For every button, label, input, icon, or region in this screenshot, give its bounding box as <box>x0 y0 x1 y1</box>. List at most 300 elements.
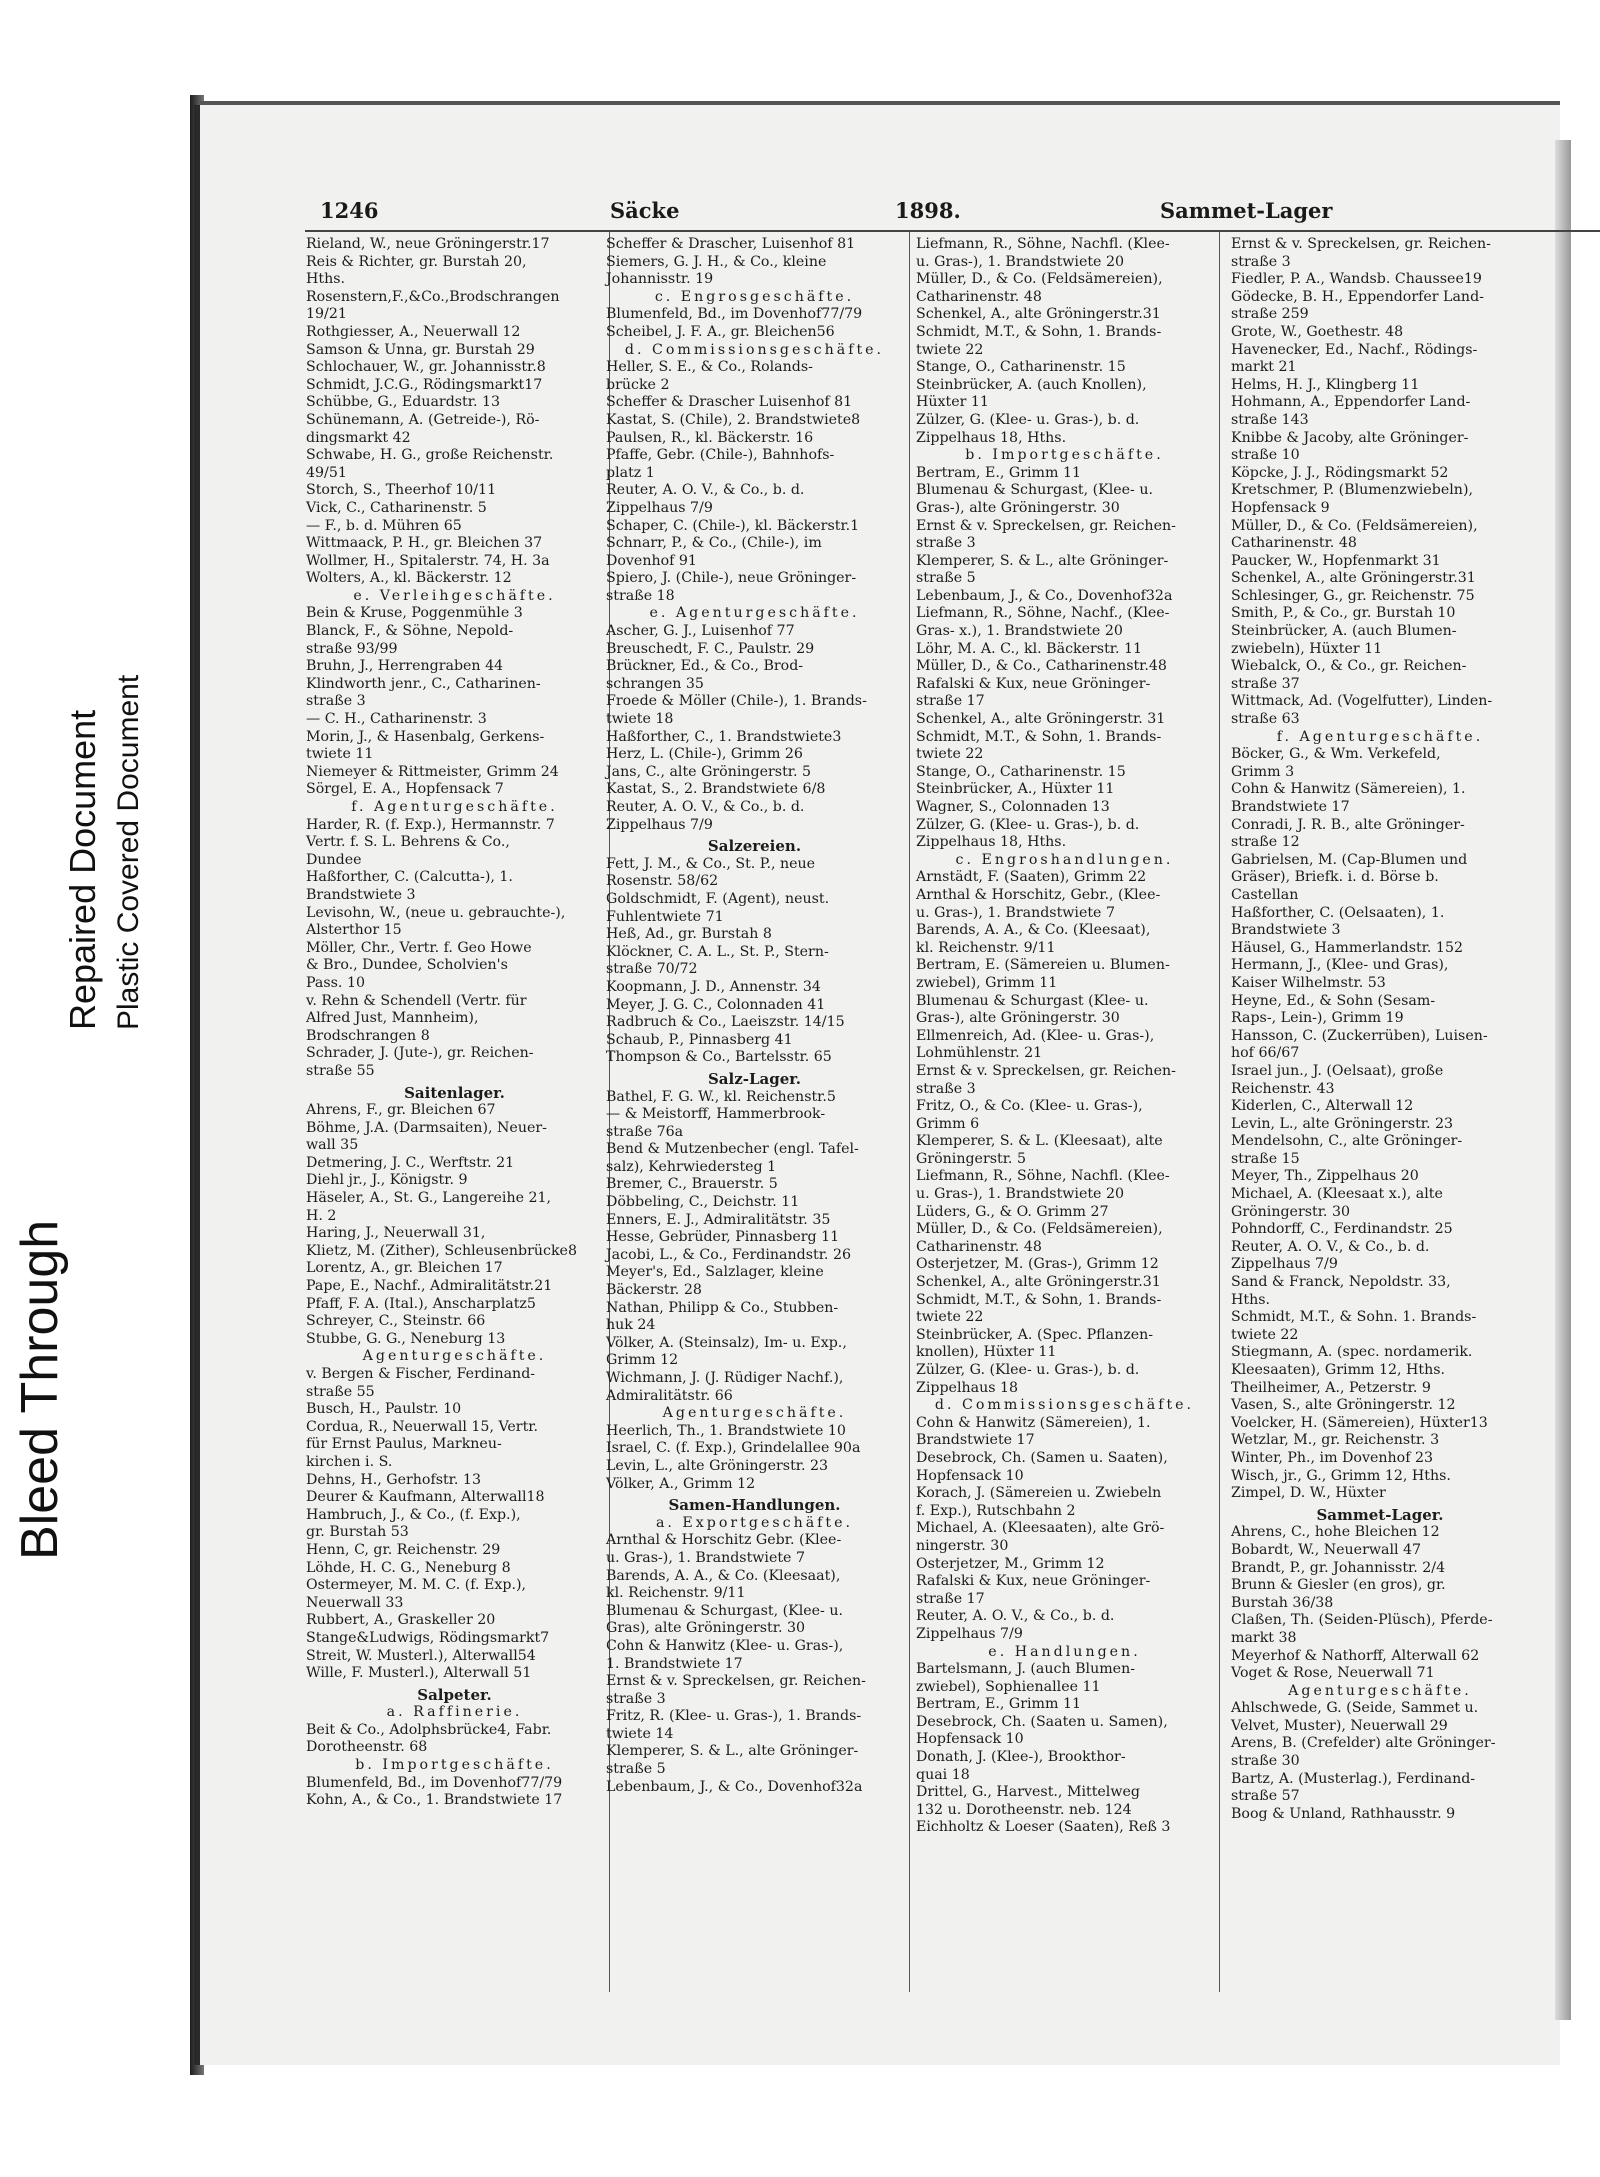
directory-entry-line: Zippelhaus 7/9 <box>916 1625 1023 1642</box>
directory-entry-line: platz 1 <box>606 464 655 481</box>
directory-entry-line: Radbruch & Co., Laeiszstr. 14/15 <box>606 1014 845 1031</box>
subsection-heading: d. Commissionsgeschäfte. <box>934 1397 1195 1414</box>
directory-entry-line: straße 70/72 <box>606 961 698 978</box>
directory-entry-line: Morin, J., & Hasenbalg, Gerkens- <box>306 728 545 745</box>
directory-entry-line: Siemers, G. J. H., & Co., kleine <box>606 253 827 270</box>
section-heading: Salzereien. <box>707 837 802 856</box>
directory-entry-line: straße 30 <box>1231 1753 1300 1770</box>
directory-entry-line: Klemperer, S. & L., alte Gröninger- <box>606 1743 859 1760</box>
directory-entry-line: straße 3 <box>606 1690 666 1707</box>
directory-entry-line: Bertram, E., Grimm 11 <box>916 464 1082 481</box>
directory-entry-line: Schmidt, M.T., & Sohn. 1. Brands- <box>1231 1309 1477 1326</box>
directory-entry-line: Pfaff, F. A. (Ital.), Anscharplatz5 <box>306 1295 536 1312</box>
directory-entry-line: Dovenhof 91 <box>606 552 697 569</box>
subsection-heading: c. Engrosgeschäfte. <box>654 288 855 305</box>
directory-entry-line: gr. Burstah 53 <box>306 1524 409 1541</box>
subsection-heading: b. Importgeschäfte. <box>355 1757 554 1774</box>
directory-entry-line: Bartz, A. (Musterlag.), Ferdinand- <box>1231 1770 1476 1787</box>
directory-entry-line: Donath, J. (Klee-), Brookthor- <box>916 1749 1126 1766</box>
subsection-heading: c. Engroshandlungen. <box>955 851 1174 868</box>
directory-entry-line: v. Bergen & Fischer, Ferdinand- <box>306 1366 536 1382</box>
directory-entry-line: Desebrock, Ch. (Samen u. Saaten), <box>916 1449 1168 1466</box>
directory-entry-line: Samson & Unna, gr. Burstah 29 <box>306 341 535 358</box>
directory-entry-line: knollen), Hüxter 11 <box>916 1344 1057 1361</box>
subsection-heading: a. Exportgeschäfte. <box>655 1514 854 1531</box>
directory-entry-line: Dorotheenstr. 68 <box>306 1739 428 1756</box>
directory-entry-line: Böhme, J.A. (Darmsaiten), Neuer- <box>306 1119 547 1136</box>
directory-entry-line: Meyerhof & Nathorff, Alterwall 62 <box>1231 1647 1480 1664</box>
directory-entry-line: Bertram, E. (Sämereien u. Blumen- <box>916 957 1170 974</box>
directory-entry-line: Pape, E., Nachf., Admiralitätstr.21 <box>306 1278 553 1295</box>
directory-entry-line: Zippelhaus 7/9 <box>606 816 713 833</box>
directory-entry-line: Schnarr, P., & Co., (Chile-), im <box>606 535 822 552</box>
directory-entry-line: Catharinenstr. 48 <box>916 288 1042 305</box>
directory-entry-line: Reis & Richter, gr. Burstah 20, <box>306 253 527 270</box>
directory-entry-line: Völker, A. (Steinsalz), Im- u. Exp., <box>606 1334 847 1351</box>
directory-entry-line: Velvet, Muster), Neuerwall 29 <box>1231 1717 1448 1734</box>
directory-entry-line: Gras-), alte Gröningerstr. 30 <box>916 499 1120 516</box>
directory-entry-line: zwiebeln), Hüxter 11 <box>1231 640 1383 657</box>
column-2 <box>600 232 910 1992</box>
directory-entry-line: Stange, O., Catharinenstr. 15 <box>916 763 1126 780</box>
directory-entry-line: Schenkel, A., alte Gröningerstr.31 <box>1231 570 1476 587</box>
directory-entry-line: Jans, C., alte Gröningerstr. 5 <box>606 763 812 780</box>
directory-entry-line: Kohn, A., & Co., 1. Brandstwiete 17 <box>306 1792 563 1809</box>
directory-entry-line: Havenecker, Ed., Nachf., Rödings- <box>1231 341 1478 358</box>
directory-entry-line: Ahrens, C., hohe Bleichen 12 <box>1231 1524 1440 1541</box>
directory-entry-line: Desebrock, Ch. (Saaten u. Samen), <box>916 1713 1168 1730</box>
directory-entry-line: Gräser), Briefk. i. d. Börse b. <box>1231 869 1439 886</box>
directory-entry-line: Ellmenreich, Ad. (Klee- u. Gras-), <box>916 1027 1155 1044</box>
directory-entry-line: Gröningerstr. 30 <box>1231 1203 1351 1220</box>
header-left-title: Säcke <box>610 198 680 223</box>
directory-entry-line: Wichmann, J. (J. Rüdiger Nachf.), <box>606 1370 844 1386</box>
directory-entry-line: Wolters, A., kl. Bäckerstr. 12 <box>306 570 512 587</box>
section-heading: Samen-Handlungen. <box>668 1496 841 1515</box>
directory-entry-line: twiete 22 <box>1231 1326 1299 1343</box>
directory-entry-line: brücke 2 <box>606 376 670 393</box>
directory-entry-line: Barends, A. A., & Co. (Kleesaat), <box>606 1567 841 1584</box>
directory-entry-line: Lohmühlenstr. 21 <box>916 1045 1043 1062</box>
directory-entry-line: Wittmack, Ad. (Vogelfutter), Linden- <box>1231 693 1493 710</box>
directory-entry-line: Döbbeling, C., Deichstr. 11 <box>606 1194 800 1211</box>
directory-entry-line: straße 17 <box>916 1590 985 1607</box>
directory-entry-line: Schlesinger, G., gr. Reichenstr. 75 <box>1231 587 1475 604</box>
subsection-heading: d. Commissionsgeschäfte. <box>624 341 885 358</box>
directory-entry-line: Dundee <box>306 851 362 868</box>
directory-entry-line: Klöckner, C. A. L., St. P., Stern- <box>606 943 829 960</box>
directory-entry-line: Zippelhaus 18, Hths. <box>916 834 1067 851</box>
column-3 <box>910 232 1220 1992</box>
directory-entry-line: Knibbe & Jacoby, alte Gröninger- <box>1231 429 1469 446</box>
directory-entry-line: 132 u. Dorotheenstr. neb. 124 <box>916 1801 1132 1818</box>
directory-entry-line: Reuter, A. O. V., & Co., b. d. <box>606 482 805 499</box>
directory-entry-line: Rosenstr. 58/62 <box>606 873 719 890</box>
directory-entry-line: Hüxter 11 <box>916 394 989 411</box>
directory-entry-line: Schrader, J. (Jute-), gr. Reichen- <box>306 1045 534 1062</box>
directory-entry-line: Goldschmidt, F. (Agent), neust. <box>606 890 830 907</box>
directory-entry-line: Schaub, P., Pinnasberg 41 <box>606 1031 793 1048</box>
header-year: 1898. <box>895 198 961 223</box>
directory-entry-line: Ernst & v. Spreckelsen, gr. Reichen- <box>916 517 1176 534</box>
directory-entry-line: Busch, H., Paulstr. 10 <box>306 1401 462 1418</box>
section-heading: Saitenlager. <box>404 1083 505 1102</box>
directory-entry-line: Schwabe, H. G., große Reichenstr. <box>306 447 554 464</box>
directory-entry-line: Osterjetzer, M., Grimm 12 <box>916 1555 1105 1572</box>
directory-entry-line: Lüders, G., & O. Grimm 27 <box>916 1203 1109 1220</box>
directory-entry-line: twiete 22 <box>916 341 984 358</box>
directory-entry-line: Meyer, J. G. C., Colonnaden 41 <box>606 996 826 1013</box>
directory-entry-line: Müller, D., & Co. (Feldsämereien), <box>916 1221 1163 1238</box>
directory-entry-line: Wiebalck, O., & Co., gr. Reichen- <box>1231 658 1467 675</box>
directory-entry-line: Cohn & Hanwitz (Sämereien), 1. <box>916 1414 1151 1431</box>
directory-entry-line: Diehl jr., J., Königstr. 9 <box>306 1172 468 1189</box>
directory-entry-line: Theilheimer, A., Petzerstr. 9 <box>1231 1379 1431 1396</box>
directory-entry-line: für Ernst Paulus, Markneu- <box>306 1436 502 1453</box>
directory-entry-line: Scheffer & Drascher, Luisenhof 81 <box>606 236 856 252</box>
directory-entry-line: Steinbrücker, A., Hüxter 11 <box>916 781 1115 798</box>
directory-entry-line: Schmidt, J.C.G., Rödingsmarkt17 <box>306 376 543 393</box>
directory-entry-line: Bäckerstr. 28 <box>606 1282 702 1299</box>
directory-entry-line: Grimm 6 <box>916 1115 980 1132</box>
directory-entry-line: Johannisstr. 19 <box>606 271 714 288</box>
section-heading: Salpeter. <box>417 1685 492 1704</box>
directory-entry-line: Koopmann, J. D., Annenstr. 34 <box>606 978 821 995</box>
directory-entry-line: Stiegmann, A. (spec. nordamerik. <box>1231 1344 1473 1361</box>
directory-entry-line: f. Exp.), Rutschbahn 2 <box>916 1502 1076 1519</box>
directory-entry-line: Enners, E. J., Admiralitätstr. 35 <box>606 1211 831 1228</box>
directory-entry-line: Zippelhaus 18 <box>916 1379 1019 1396</box>
directory-entry-line: Storch, S., Theerhof 10/11 <box>306 482 497 499</box>
directory-entry-line: Spiero, J. (Chile-), neue Gröninger- <box>606 570 857 587</box>
directory-entry-line: Voget & Rose, Neuerwall 71 <box>1231 1665 1435 1682</box>
directory-entry-line: Streit, W. Musterl.), Alterwall54 <box>306 1647 536 1664</box>
directory-entry-line: Conradi, J. R. B., alte Gröninger- <box>1231 816 1465 833</box>
directory-entry-line: Möller, Chr., Vertr. f. Geo Howe <box>306 939 532 956</box>
directory-entry-line: Levisohn, W., (neue u. gebrauchte-), <box>306 904 566 921</box>
directory-entry-line: straße 3 <box>916 1080 976 1097</box>
page-number: 1246 <box>320 198 379 223</box>
directory-entry-line: Bremer, C., Brauerstr. 5 <box>606 1176 778 1193</box>
directory-entry-line: Müller, D., & Co. (Feldsämereien), <box>1231 517 1478 534</box>
directory-entry-line: Müller, D., & Co., Catharinenstr.48 <box>916 658 1167 675</box>
directory-entry-line: Deurer & Kaufmann, Alterwall18 <box>306 1489 545 1506</box>
directory-entry-line: Bend & Mutzenbecher (engl. Tafel- <box>606 1141 859 1158</box>
directory-entry-line: Hopfensack 10 <box>916 1731 1024 1748</box>
directory-entry-line: Arnthal & Horschitz Gebr. (Klee- <box>606 1532 842 1549</box>
directory-entry-line: Arens, B. (Crefelder) alte Gröninger- <box>1231 1735 1496 1752</box>
directory-entry-line: — & Meistorff, Hammerbrook- <box>606 1106 826 1123</box>
directory-entry-line: markt 21 <box>1231 359 1297 376</box>
directory-entry-line: Kastat, S., 2. Brandstwiete 6/8 <box>606 781 826 798</box>
directory-entry-line: straße 12 <box>1231 834 1300 851</box>
directory-entry-line: Fritz, O., & Co. (Klee- u. Gras-), <box>916 1098 1143 1115</box>
directory-entry-line: Steinbrücker, A. (auch Blumen- <box>1231 623 1457 640</box>
directory-entry-line: wall 35 <box>306 1137 359 1154</box>
directory-entry-line: Brückner, Ed., & Co., Brod- <box>606 658 804 675</box>
directory-entry-line: Köpcke, J. J., Rödingsmarkt 52 <box>1231 464 1449 481</box>
directory-entry-line: Hohmann, A., Eppendorfer Land- <box>1231 394 1471 411</box>
directory-entry-line: Sörgel, E. A., Hopfensack 7 <box>306 781 504 798</box>
directory-entry-line: Kastat, S. (Chile), 2. Brandstwiete8 <box>606 411 861 428</box>
directory-entry-line: Reichenstr. 43 <box>1231 1080 1335 1097</box>
directory-entry-line: 49/51 <box>306 464 347 481</box>
directory-entry-line: u. Gras-), 1. Brandstwiete 7 <box>916 904 1115 921</box>
page-header <box>320 198 1345 232</box>
directory-entry-line: Blumenfeld, Bd., im Dovenhof77/79 <box>606 306 863 323</box>
directory-entry-line: u. Gras-), 1. Brandstwiete 7 <box>606 1549 805 1566</box>
directory-entry-line: Völker, A., Grimm 12 <box>606 1475 756 1492</box>
directory-entry-line: Schenkel, A., alte Gröningerstr. 31 <box>916 711 1166 728</box>
directory-entry-line: Boog & Unland, Rathhausstr. 9 <box>1231 1805 1456 1822</box>
directory-entry-line: Schünemann, A. (Getreide-), Rö- <box>306 411 540 428</box>
directory-entry-line: Zülzer, G. (Klee- u. Gras-), b. d. <box>916 816 1140 833</box>
directory-entry-line: Häseler, A., St. G., Langereihe 21, <box>306 1190 552 1207</box>
directory-entry-line: Pass. 10 <box>306 974 366 991</box>
directory-entry-line: Wisch, jr., G., Grimm 12, Hths. <box>1231 1467 1451 1484</box>
directory-entry-line: straße 3 <box>1231 253 1291 270</box>
directory-entry-line: straße 55 <box>306 1383 375 1400</box>
directory-entry-line: Liefmann, R., Söhne, Nachf., (Klee- <box>916 605 1170 622</box>
directory-entry-line: Wagner, S., Colonnaden 13 <box>916 799 1110 815</box>
column-1 <box>300 232 610 1992</box>
directory-entry-line: Beit & Co., Adolphsbrücke4, Fabr. <box>306 1721 552 1738</box>
directory-entry-line: Paulsen, R., kl. Bäckerstr. 16 <box>606 429 814 446</box>
directory-entry-line: schrangen 35 <box>606 675 704 692</box>
directory-entry-line: Catharinenstr. 48 <box>1231 535 1357 552</box>
directory-entry-line: salz), Kehrwiedersteg 1 <box>606 1158 777 1175</box>
directory-entry-line: straße 63 <box>1231 711 1300 728</box>
subsection-heading: Agenturgeschäfte. <box>1288 1682 1472 1699</box>
directory-entry-line: Rieland, W., neue Gröningerstr.17 <box>306 236 550 252</box>
directory-entry-line: Hambruch, J., & Co., (f. Exp.), <box>306 1506 521 1523</box>
directory-entry-line: Löhr, M. A. C., kl. Bäckerstr. 11 <box>916 640 1143 657</box>
directory-entry-line: Klindworth jenr., C., Catharinen- <box>306 675 541 692</box>
directory-entry-line: Sand & Franck, Nepoldstr. 33, <box>1231 1274 1451 1291</box>
directory-entry-line: Liefmann, R., Söhne, Nachfl. (Klee- <box>916 1168 1170 1185</box>
directory-entry-line: Niemeyer & Rittmeister, Grimm 24 <box>306 763 559 780</box>
directory-entry-line: Pfaffe, Gebr. (Chile-), Bahnhofs- <box>606 447 835 464</box>
directory-entry-line: Hopfensack 9 <box>1231 499 1330 516</box>
directory-entry-line: Haring, J., Neuerwall 31, <box>306 1225 486 1242</box>
directory-entry-line: Vick, C., Catharinenstr. 5 <box>306 499 487 516</box>
directory-entry-line: Ahlschwede, G. (Seide, Sammet u. <box>1231 1700 1479 1717</box>
directory-entry-line: Ernst & v. Spreckelsen, gr. Reichen- <box>606 1673 866 1690</box>
directory-entry-line: hof 66/67 <box>1231 1045 1300 1062</box>
directory-entry-line: Ascher, G. J., Luisenhof 77 <box>606 623 795 640</box>
page-right-edge <box>1555 140 1571 2020</box>
directory-entry-line: Pohndorff, C., Ferdinandstr. 25 <box>1231 1221 1453 1238</box>
directory-entry-line: Reuter, A. O. V., & Co., b. d. <box>606 799 805 815</box>
directory-entry-line: Schlochauer, W., gr. Johannisstr.8 <box>306 359 546 376</box>
directory-entry-line: Fiedler, P. A., Wandsb. Chaussee19 <box>1231 271 1482 288</box>
directory-entry-line: Schmidt, M.T., & Sohn, 1. Brands- <box>916 323 1162 340</box>
directory-entry-line: Kaiser Wilhelmstr. 53 <box>1231 974 1386 991</box>
directory-entry-line: Gabrielsen, M. (Cap-Blumen und <box>1231 851 1468 868</box>
directory-entry-line: Blumenau & Schurgast, (Klee- u. <box>916 482 1154 499</box>
directory-entry-line: Alfred Just, Mannheim), <box>306 1010 479 1027</box>
subsection-heading: a. Raffinerie. <box>386 1704 523 1721</box>
directory-entry-line: Gödecke, B. H., Eppendorfer Land- <box>1231 288 1484 305</box>
directory-entry-line: Raps-, Lein-), Grimm 19 <box>1231 1010 1404 1027</box>
directory-entry-line: Harder, R. (f. Exp.), Hermannstr. 7 <box>306 816 555 833</box>
directory-entry-line: Kleesaaten), Grimm 12, Hths. <box>1231 1362 1446 1378</box>
directory-entry-line: Rothgiesser, A., Neuerwall 12 <box>306 323 521 340</box>
directory-entry-line: Haßforther, C. (Oelsaaten), 1. <box>1231 904 1445 921</box>
directory-entry-line: — F., b. d. Mühren 65 <box>306 517 462 534</box>
directory-entry-line: Löhde, H. C. G., Neneburg 8 <box>306 1559 511 1576</box>
directory-entry-line: Cohn & Hanwitz (Klee- u. Gras-), <box>606 1637 844 1654</box>
subsection-heading: Agenturgeschäfte. <box>362 1348 547 1365</box>
subsection-heading: f. Agenturgeschäfte. <box>1276 728 1484 745</box>
directory-entry-line: Schübbe, G., Eduardstr. 13 <box>306 394 501 411</box>
directory-entry-line: Froede & Möller (Chile-), 1. Brands- <box>606 693 867 710</box>
directory-entry-line: Zippelhaus 7/9 <box>1231 1256 1338 1273</box>
directory-entry-line: kirchen i. S. <box>306 1453 393 1470</box>
directory-entry-line: u. Gras-), 1. Brandstwiete 20 <box>916 1186 1125 1203</box>
directory-entry-line: Michael, A. (Kleesaat x.), alte <box>1231 1186 1443 1203</box>
directory-entry-line: straße 5 <box>916 570 976 587</box>
directory-entry-line: markt 38 <box>1231 1629 1297 1646</box>
directory-entry-line: straße 93/99 <box>306 640 398 657</box>
directory-entry-line: Böcker, G., & Wm. Verkefeld, <box>1231 746 1441 763</box>
directory-entry-line: Claßen, Th. (Seiden-Plüsch), Pferde- <box>1231 1612 1493 1629</box>
directory-entry-line: Bruhn, J., Herrengraben 44 <box>306 658 504 675</box>
directory-entry-line: Cohn & Hanwitz (Sämereien), 1. <box>1231 781 1466 798</box>
directory-entry-line: Brandstwiete 3 <box>306 886 416 903</box>
subsection-heading: Agenturgeschäfte. <box>662 1405 847 1422</box>
directory-entry-line: Klietz, M. (Zither), Schleusenbrücke8 <box>306 1242 577 1259</box>
directory-entry-line: Dehns, H., Gerhofstr. 13 <box>306 1471 481 1488</box>
directory-entry-line: twiete 14 <box>606 1725 674 1742</box>
directory-entry-line: Ernst & v. Spreckelsen, gr. Reichen- <box>1231 236 1491 252</box>
directory-entry-line: Grimm 12 <box>606 1352 679 1369</box>
directory-entry-line: kl. Reichenstr. 9/11 <box>606 1585 746 1602</box>
directory-entry-line: Mendelsohn, C., alte Gröninger- <box>1231 1133 1463 1150</box>
directory-entry-line: Rafalski & Kux, neue Gröninger- <box>916 675 1151 692</box>
directory-entry-line: Blanck, F., & Söhne, Nepold- <box>306 623 514 640</box>
subsection-heading: e. Agenturgeschäfte. <box>649 605 860 622</box>
directory-entry-line: Gras-), alte Gröningerstr. 30 <box>916 1010 1120 1027</box>
directory-entry-line: Ernst & v. Spreckelsen, gr. Reichen- <box>916 1062 1176 1079</box>
directory-entry-line: Korach, J. (Sämereien u. Zwiebeln <box>916 1485 1162 1502</box>
directory-entry-line: Zülzer, G. (Klee- u. Gras-), b. d. <box>916 1362 1140 1378</box>
directory-entry-line: Lebenbaum, J., & Co., Dovenhof32a <box>916 587 1173 604</box>
directory-entry-line: Rafalski & Kux, neue Gröninger- <box>916 1573 1151 1590</box>
directory-entry-line: straße 55 <box>306 1062 375 1079</box>
directory-entry-line: Wollmer, H., Spitalerstr. 74, H. 3a <box>306 552 550 569</box>
directory-entry-line: straße 18 <box>606 587 675 604</box>
directory-entry-line: Smith, P., & Co., gr. Burstah 10 <box>1231 605 1456 622</box>
directory-entry-line: Bein & Kruse, Poggenmühle 3 <box>306 605 523 622</box>
directory-entry-line: Lorentz, A., gr. Bleichen 17 <box>306 1260 503 1277</box>
subsection-heading: b. Importgeschäfte. <box>965 447 1164 464</box>
directory-entry-line: twiete 11 <box>306 746 374 763</box>
directory-entry-line: Stange&Ludwigs, Rödingsmarkt7 <box>306 1629 550 1646</box>
directory-entry-line: Hermann, J., (Klee- und Gras), <box>1231 957 1449 974</box>
directory-entry-line: Detmering, J. C., Werftstr. 21 <box>306 1154 515 1171</box>
directory-entry-line: Castellan <box>1231 886 1299 903</box>
directory-entry-line: Wille, F. Musterl.), Alterwall 51 <box>306 1665 532 1682</box>
directory-entry-line: Henn, C, gr. Reichenstr. 29 <box>306 1541 501 1558</box>
directory-entry-line: Catharinenstr. 48 <box>916 1238 1042 1255</box>
directory-entry-line: Cordua, R., Neuerwall 15, Vertr. <box>306 1418 539 1435</box>
directory-entry-line: Liefmann, R., Söhne, Nachfl. (Klee- <box>916 236 1170 252</box>
directory-entry-line: straße 76a <box>606 1123 684 1140</box>
directory-entry-line: straße 5 <box>606 1761 666 1778</box>
directory-entry-line: Stange, O., Catharinenstr. 15 <box>916 359 1126 376</box>
directory-entry-line: 1. Brandstwiete 17 <box>606 1655 743 1672</box>
directory-entry-line: — C. H., Catharinenstr. 3 <box>306 711 487 728</box>
directory-entry-line: straße 17 <box>916 693 985 710</box>
directory-entry-line: Drittel, G., Harvest., Mittelweg <box>916 1784 1140 1801</box>
directory-entry-line: Eichholtz & Loeser (Saaten), Reß 3 <box>916 1819 1171 1836</box>
directory-entry-line: Breuschedt, F. C., Paulstr. 29 <box>606 640 815 657</box>
directory-entry-line: straße 15 <box>1231 1150 1300 1167</box>
directory-entry-line: Stubbe, G. G., Neneburg 13 <box>306 1330 506 1347</box>
directory-entry-line: Wetzlar, M., gr. Reichenstr. 3 <box>1231 1432 1440 1449</box>
directory-entry-line: Israel jun., J. (Oelsaat), große <box>1231 1062 1444 1079</box>
directory-entry-line: Haßforther, C., 1. Brandstwiete3 <box>606 728 842 745</box>
directory-entry-line: Neuerwall 33 <box>306 1594 404 1611</box>
directory-entry-line: Michael, A. (Kleesaaten), alte Grö- <box>916 1520 1165 1537</box>
directory-entry-line: twiete 22 <box>916 746 984 763</box>
directory-entry-line: Rubbert, A., Graskeller 20 <box>306 1612 496 1629</box>
directory-entry-line: straße 10 <box>1231 447 1300 464</box>
directory-entry-line: Paucker, W., Hopfenmarkt 31 <box>1231 552 1441 569</box>
directory-entry-line: Vertr. f. S. L. Behrens & Co., <box>306 834 510 851</box>
directory-entry-line: Gras- x.), 1. Brandstwiete 20 <box>916 623 1123 640</box>
directory-entry-line: Heß, Ad., gr. Burstah 8 <box>606 926 772 943</box>
directory-entry-line: Steinbrücker, A. (Spec. Pflanzen- <box>916 1326 1154 1343</box>
directory-entry-line: Blumenfeld, Bd., im Dovenhof77/79 <box>306 1774 563 1791</box>
directory-entry-line: Helms, H. J., Klingberg 11 <box>1231 376 1420 393</box>
column-4 <box>1225 232 1535 1992</box>
directory-entry-line: Barends, A. A., & Co. (Kleesaat), <box>916 922 1151 939</box>
directory-entry-line: Hopfensack 10 <box>916 1467 1024 1484</box>
directory-entry-line: Scheibel, J. F. A., gr. Bleichen56 <box>606 323 835 340</box>
directory-entry-line: straße 37 <box>1231 675 1300 692</box>
directory-entry-line: Reuter, A. O. V., & Co., b. d. <box>1231 1238 1430 1255</box>
directory-entry-line: Hths. <box>1231 1291 1271 1308</box>
directory-entry-line: straße 143 <box>1231 411 1309 428</box>
directory-entry-line: Kiderlen, C., Alterwall 12 <box>1231 1098 1414 1115</box>
directory-entry-line: Arnthal & Horschitz, Gebr., (Klee- <box>916 886 1161 903</box>
directory-entry-line: Grote, W., Goethestr. 48 <box>1231 323 1404 340</box>
directory-entry-line: Vasen, S., alte Gröningerstr. 12 <box>1231 1397 1456 1414</box>
directory-entry-line: dingsmarkt 42 <box>306 429 411 446</box>
directory-entry-line: quai 18 <box>916 1766 970 1783</box>
directory-entry-line: twiete 22 <box>916 1309 984 1326</box>
subsection-heading: f. Agenturgeschäfte. <box>351 799 558 815</box>
directory-entry-line: Zülzer, G. (Klee- u. Gras-), b. d. <box>916 411 1140 428</box>
directory-entry-line: Schenkel, A., alte Gröningerstr.31 <box>916 306 1161 323</box>
directory-entry-line: Gröningerstr. 5 <box>916 1150 1026 1167</box>
plastic-covered-label: Plastic Covered Document <box>112 674 145 1030</box>
directory-entry-line: Reuter, A. O. V., & Co., b. d. <box>916 1608 1115 1625</box>
directory-entry-line: 19/21 <box>306 306 347 323</box>
directory-entry-line: straße 259 <box>1231 306 1309 323</box>
directory-entry-line: Brandt, P., gr. Johannisstr. 2/4 <box>1231 1559 1446 1576</box>
directory-entry-line: Bartelsmann, J. (auch Blumen- <box>916 1661 1135 1678</box>
directory-entry-line: Gras), alte Gröningerstr. 30 <box>606 1620 806 1637</box>
directory-entry-line: Fuhlentwiete 71 <box>606 908 724 925</box>
directory-entry-line: straße 3 <box>916 535 976 552</box>
directory-entry-line: straße 3 <box>306 693 366 710</box>
directory-entry-line: Klemperer, S. & L., alte Gröninger- <box>916 552 1169 569</box>
directory-entry-line: Kretschmer, P. (Blumenzwiebeln), <box>1231 482 1473 499</box>
directory-entry-line: Brodschrangen 8 <box>306 1027 430 1044</box>
